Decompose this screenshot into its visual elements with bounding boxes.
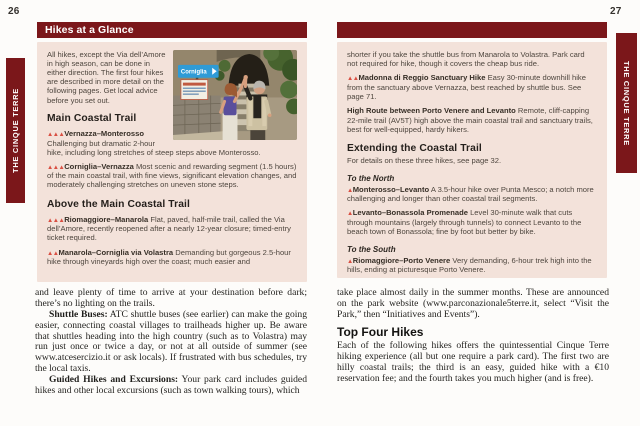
hike-desc: Flat, paved, half-mile trail, called the Via dell’Amore, recently reopened after a nearly 12-year closure; timed-entry ticket required. xyxy=(47,214,291,243)
rating-triangles-icon: ▲▲ xyxy=(347,75,359,83)
box-section-subline: For details on these three hikes, see page 32. xyxy=(347,156,502,166)
sidebar-box-header xyxy=(37,22,307,38)
chapter-tab-label: THE CINQUE TERRE xyxy=(11,88,20,173)
hike-desc: Very demanding, 6-hour trek high into the hills, ending at picturesque Porto Venere. xyxy=(347,255,592,275)
hike-name: Levanto–Bonassola Promenade xyxy=(352,208,468,218)
rating-triangles-icon: ▲ xyxy=(347,257,353,265)
body-text-right xyxy=(337,288,609,385)
hike-entry xyxy=(47,248,297,267)
hike-entry xyxy=(347,208,597,236)
body-paragraph: and leave plenty of time to arrive at your destination before dark; there’s no lighting on the trails. xyxy=(35,287,307,309)
hike-name: Riomaggiore–Porto Venere xyxy=(352,255,451,265)
hike-desc: A 3.5-hour hike over Punta Mesco; a notch more challenging and longer than other coastal trail segments. xyxy=(347,184,594,204)
hike-name: Madonna di Reggio Sanctuary Hike xyxy=(358,73,486,83)
rating-triangles-icon: ▲▲▲ xyxy=(47,216,65,224)
box-subsection-heading: To the North xyxy=(347,174,395,184)
hike-desc: Most scenic and rewarding segment (1.5 hours) of the main coastal trail, with fine views, significant elevation changes, and moderately challenging stretches on uneven stone steps. xyxy=(47,161,297,190)
hike-entry xyxy=(347,185,597,204)
paragraph-lead: Shuttle Buses: xyxy=(49,308,108,320)
hike-desc: Easy 30-minute downhill hike from the sanctuary above Vernazza, best reached by shuttle bus. See page 71. xyxy=(347,73,586,101)
body-paragraph: take place almost daily in the summer months. These are announced on the park website (www.parconazionale5terre.it, select “Visit the Park,” then “Initiatives and Events”). xyxy=(337,287,609,320)
hike-name: High Route between Porto Venere and Levanto xyxy=(347,105,516,115)
hikers-highfive-photo xyxy=(173,50,297,140)
hike-name: Manarola–Corniglia via Volastra xyxy=(58,247,174,257)
rating-triangles-icon: ▲▲▲ xyxy=(47,130,65,138)
hike-desc: Demanding but gorgeous 2.5-hour hike through vineyards high over the coast; much easier and xyxy=(47,247,291,267)
hike-name: Corniglia–Vernazza xyxy=(64,161,134,171)
hike-name: Riomaggiore–Manarola xyxy=(64,214,149,224)
hike-entry xyxy=(47,162,297,190)
rating-triangles-icon: ▲ xyxy=(347,210,353,218)
chapter-tab-right xyxy=(616,33,637,173)
hike-entry xyxy=(347,256,597,275)
body-paragraph: Each of the following hikes offers the quintessential Cinque Terre hiking experience (all but one require a park card). The first two are hilly coastal trails; the third is an easy, guided hike with a €10 reservation fee; and the fourth takes you much higher (and is free). xyxy=(337,340,609,384)
page-number-left: 26 xyxy=(8,6,20,17)
hike-entry xyxy=(347,73,597,101)
trail-sign-label: Corniglia xyxy=(180,69,207,76)
hikers-photo-illustration xyxy=(173,50,297,140)
hike-name: Vernazza–Monterosso xyxy=(64,128,144,138)
page-number-right: 27 xyxy=(610,6,622,17)
box-intro-text: All hikes, except the Via dell’Amore in high season, can be done in either direction. The first four hikes are described in more detail on the following pages. Get local advice before you set out. xyxy=(47,50,166,105)
rating-triangles-icon: ▲ xyxy=(347,186,353,194)
hike-entry xyxy=(347,106,597,134)
rating-triangles-icon: ▲▲ xyxy=(47,249,59,257)
hikes-box-left xyxy=(37,42,307,282)
body-paragraph: Shuttle Buses: ATC shuttle buses (see earlier) can make the going easier, connecting coastal villages to trailheads higher up. Be aware that shuttles heading into the high country (such as to Volastra) may run just once or twice a day, or not at all outside of summer (see www.atcesercizio.it or ask locals). If frustrated with bus schedules, try the local taxis. xyxy=(35,308,307,375)
box-continuation-text: shorter if you take the shuttle bus from Manarola to Volastra. Park card not required for hike, though it covers the cheap bus ride. xyxy=(347,50,585,69)
hike-desc: Level 30-minute walk that cuts through mountains (largely through tunnels) to connect Levanto to the beach town of Bonassola; fine by foot but better by bike. xyxy=(347,208,582,237)
hikes-box-right xyxy=(337,42,607,278)
body-text-left xyxy=(35,288,307,397)
hike-desc: Challenging but dramatic 2-hour hike, including long stretches of steep steps above Monterosso. xyxy=(47,138,261,157)
chapter-tab-label: THE CINQUE TERRE xyxy=(622,60,631,146)
paragraph-lead: Guided Hikes and Excursions: xyxy=(49,374,179,385)
chapter-tab-left xyxy=(6,58,25,203)
sidebar-box-header-continuation xyxy=(337,22,607,38)
info-poster xyxy=(181,80,208,100)
hike-desc: Remote, cliff-capping 22-mile trail (AV5T) high above the main coastal trail and sanctuary trails, best for well-equipped, hardy hikers. xyxy=(347,105,593,134)
box-section-heading: Extending the Coastal Trail xyxy=(347,142,482,154)
box-section-heading: Main Coastal Trail xyxy=(47,112,137,124)
box-subsection-heading: To the South xyxy=(347,245,396,255)
body-paragraph: Guided Hikes and Excursions: Your park card includes guided hikes and other local excursions (such as town walking tours), which xyxy=(35,374,307,396)
rating-triangles-icon: ▲▲▲ xyxy=(47,163,65,171)
box-section-heading: Above the Main Coastal Trail xyxy=(47,198,190,210)
sidebar-box-title: Hikes at a Glance xyxy=(45,24,134,36)
hike-entry xyxy=(47,215,297,243)
section-heading: Top Four Hikes xyxy=(337,324,424,339)
hike-name: Monterosso–Levanto xyxy=(352,184,430,194)
